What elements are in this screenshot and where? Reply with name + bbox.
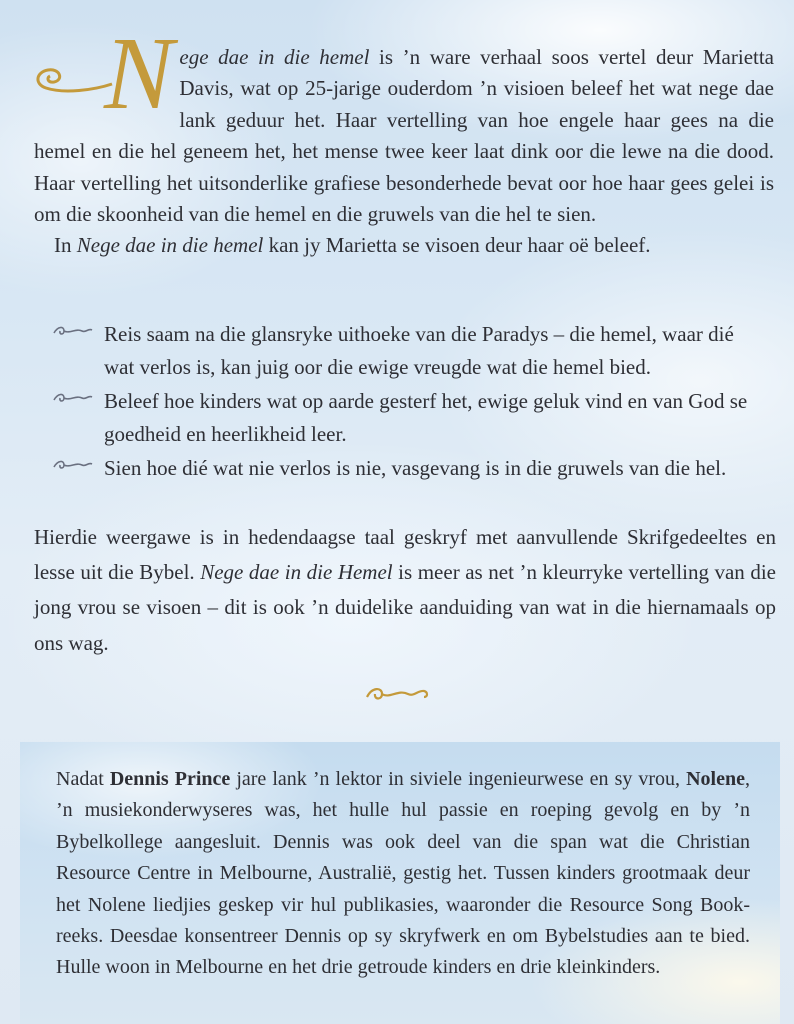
bio-text: , ’n musiekonderwyseres was, het hulle hul passie en roeping gevolg en by ’n Bybelkollege aangesluit. Dennis was ook deel van die span wat die Christian Resource Centre in Melbourne, Australië, gestig het. Tussen kinders grootmaak deur het Nolene liedjies geskep vir hul publikasies, waaronder die Resource Song Book-reeks. Deesdae konsentreer Dennis op sy skryfwerk en om Bybelstudies aan te bied. Hulle woon in Melbourne en het drie getroude kinders en drie kleinkinders.: [56, 768, 750, 979]
drop-cap-letter: N: [104, 16, 174, 131]
bullet-text: Sien hoe dié wat nie verlos is nie, vasgevang is in die gruwels van die hel.: [104, 456, 727, 480]
drop-cap: [34, 16, 174, 131]
coauthor-name: Nolene: [686, 768, 745, 790]
edition-paragraph: [34, 520, 776, 661]
author-name: Dennis Prince: [109, 768, 231, 790]
intro-text: is ’n ware verhaal soos vertel deur Marietta Davis, wat op 25-jarige ouderdom ’n visioen beleef het wat nege dae lank geduur het. Haar vertelling van hoe engele haar gees na die hemel en die hel geneem het, het mense twee keer laat dink oor die lewe na die dood. Haar vertelling het uitsonderlike grafiese besonderhede bevat oor hoe haar gees gelei is om die skoonheid van die hemel en die gruwels van die hel te sien.: [34, 45, 775, 227]
edition-title: Nege dae in die Hemel: [200, 560, 393, 585]
intro-paragraph: [34, 16, 775, 230]
intro-section: [34, 16, 775, 262]
bio-text: Nadat: [56, 768, 110, 790]
scroll-flourish-icon: [364, 684, 430, 704]
scroll-flourish-icon: [52, 391, 94, 405]
edition-text-b: is meer as net ’n kleurryke vertelling van die jong vrou se visoen – dit is ook ’n duidelike aanduiding van wat in die hiernamaals op ons wag.: [34, 560, 777, 655]
list-item: [52, 318, 752, 384]
scroll-flourish-icon: [52, 324, 94, 338]
list-item: [52, 385, 752, 451]
bullet-list: [52, 318, 752, 486]
author-bio: [56, 764, 750, 984]
book-title: ege dae in die hemel: [179, 45, 370, 69]
scroll-flourish-icon: [52, 458, 94, 472]
intro-second-title: Nege dae in die hemel: [76, 233, 264, 258]
bullet-text: Beleef hoe kinders wat op aarde gesterf het, ewige geluk vind en van God se goedheid en heerlikheid leer.: [104, 389, 748, 446]
intro-second-text: kan jy Marietta se visoen deur haar oë beleef.: [263, 233, 651, 258]
intro-second-paragraph: [34, 230, 774, 261]
list-item: [52, 452, 752, 485]
drop-cap-swirl-icon: [34, 54, 114, 104]
bullet-text: Reis saam na die glansryke uithoeke van die Paradys – die hemel, waar dié wat verlos is, kan juig oor die ewige vreugde wat die hemel bied.: [104, 322, 734, 379]
author-bio-panel: [20, 742, 780, 1024]
edition-text-a: Hierdie weergawe is in hedendaagse taal geskryf met aanvullende Skrifgedeeltes en lesse uit die Bybel.: [34, 525, 776, 585]
bio-text: jare lank ’n lektor in siviele ingenieurwese en sy vrou,: [230, 768, 687, 790]
intro-second-prefix: In: [54, 233, 77, 258]
